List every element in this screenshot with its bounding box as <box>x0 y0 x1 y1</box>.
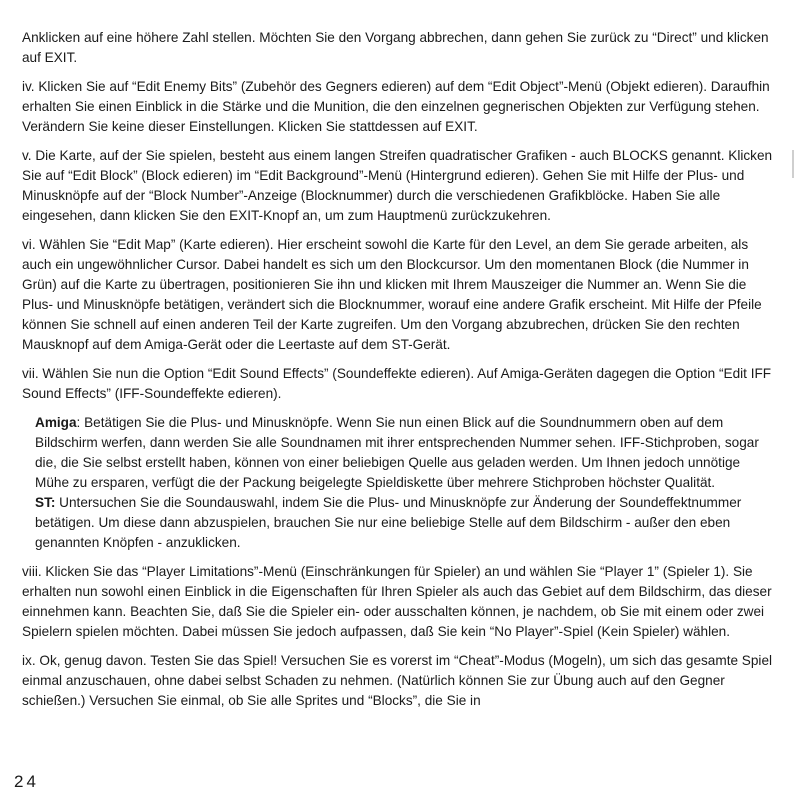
amiga-note <box>35 413 774 493</box>
platform-notes <box>35 413 774 553</box>
scan-edge-mark <box>792 150 794 178</box>
paragraph-v: v. Die Karte, auf der Sie spielen, besteht aus einem langen Streifen quadratischer Grafiken - auch BLOCKS genannt. Klicken Sie auf “Edit Block” (Block edieren) im “Edit Background”-Menü (Hintergrund edieren). Gehen Sie mit Hilfe der Plus- und Minusknöpfe auf der “Block Number”-Anzeige (Blocknummer) durch die verschiedenen Grafikblöcke. Haben Sie alle eingesehen, dann klicken Sie den EXIT-Knopf an, um zum Hauptmenü zurückzukehren. <box>22 148 773 223</box>
amiga-text: : Betätigen Sie die Plus- und Minusknöpfe. Wenn Sie nun einen Blick auf die Soundnummern oben auf dem Bildschirm werfen, dann werden Sie alle Soundnamen mit ihrer entsprechenden Nummer sehen. IFF-Stichproben, sogar die, die Sie selbst erstellt haben, können von einer beliebigen Quelle aus geladen werden. Um Ihnen jedoch unnötige Mühe zu ersparen, verfügt die der Packung beigelegte Spieldiskette über mehrere Stichproben höchster Qualität. <box>35 415 759 490</box>
amiga-label: Amiga <box>35 415 77 430</box>
paragraph-ix: ix. Ok, genug davon. Testen Sie das Spiel! Versuchen Sie es vorerst im “Cheat”-Modus (Mogeln), um sich das gesamte Spiel einmal anzuschauen, ohne dabei selbst Schaden zu nehmen. (Natürlich können Sie zur Übung auch auf den Gegner schießen.) Versuchen Sie einmal, ob Sie alle Sprites und “Blocks”, die Sie in <box>22 653 773 708</box>
st-text: Untersuchen Sie die Soundauswahl, indem Sie die Plus- und Minusknöpfe zur Änderung der Soundeffektnummer betätigen. Um diese dann abzuspielen, brauchen Sie nur eine beliebige Stelle auf dem Bildschirm - außer den eben genannten Knöpfen - anzuklicken. <box>35 495 742 550</box>
st-label: ST: <box>35 495 56 510</box>
st-note <box>35 493 774 553</box>
paragraph-vi: vi. Wählen Sie “Edit Map” (Karte edieren). Hier erscheint sowohl die Karte für den Level, an dem Sie gerade arbeiten, als auch ein ungewöhnlicher Cursor. Dabei handelt es sich um den Blockcursor. Um den momentanen Block (die Nummer in Grün) auf die Karte zu übertragen, positionieren Sie ihn und klicken mit Ihrem Mauszeiger die Nummer an. Wenn Sie die Plus- und Minusknöpfe betätigen, verändert sich die Blocknummer, worauf eine andere Grafik erscheint. Mit Hilfe der Pfeile können Sie schnell auf einen anderen Teil der Karte zugreifen. Um den Vorgang abzubrechen, drücken Sie den rechten Mausknopf auf dem Amiga-Gerät oder die Leertaste auf dem ST-Gerät. <box>22 237 762 352</box>
paragraph-viii: viii. Klicken Sie das “Player Limitations”-Menü (Einschränkungen für Spieler) an und wählen Sie “Player 1” (Spieler 1). Sie erhalten nun sowohl einen Einblick in die Eigenschaften für Ihren Spieler als auch das Gebiet auf dem Bildschirm, das dieser einnehmen kann. Beachten Sie, daß Sie die Spieler ein- oder ausschalten können, je nachdem, ob Sie mit einem oder zwei Spielern spielen möchten. Dabei müssen Sie jedoch aufpassen, daß Sie kein “No Player”-Spiel (Kein Spieler) wählen. <box>22 564 772 639</box>
page-number: 24 <box>14 772 39 791</box>
paragraph-iv: iv. Klicken Sie auf “Edit Enemy Bits” (Zubehör des Gegners edieren) auf dem “Edit Object”-Menü (Objekt edieren). Daraufhin erhalten Sie einen Einblick in die Stärke und die Munition, die den einzelnen gegnerischen Objekten zur Verfügung stehen. Verändern Sie keine dieser Einstellungen. Klicken Sie stattdessen auf EXIT. <box>22 79 770 134</box>
paragraph-intro: Anklicken auf eine höhere Zahl stellen. Möchten Sie den Vorgang abbrechen, dann gehen Sie zurück zu “Direct” und klicken auf EXIT. <box>22 30 769 65</box>
paragraph-vii: vii. Wählen Sie nun die Option “Edit Sound Effects” (Soundeffekte edieren). Auf Amiga-Geräten dagegen die Option “Edit IFF Sound Effects” (IFF-Soundeffekte edieren). <box>22 366 772 401</box>
document-body <box>22 28 774 720</box>
